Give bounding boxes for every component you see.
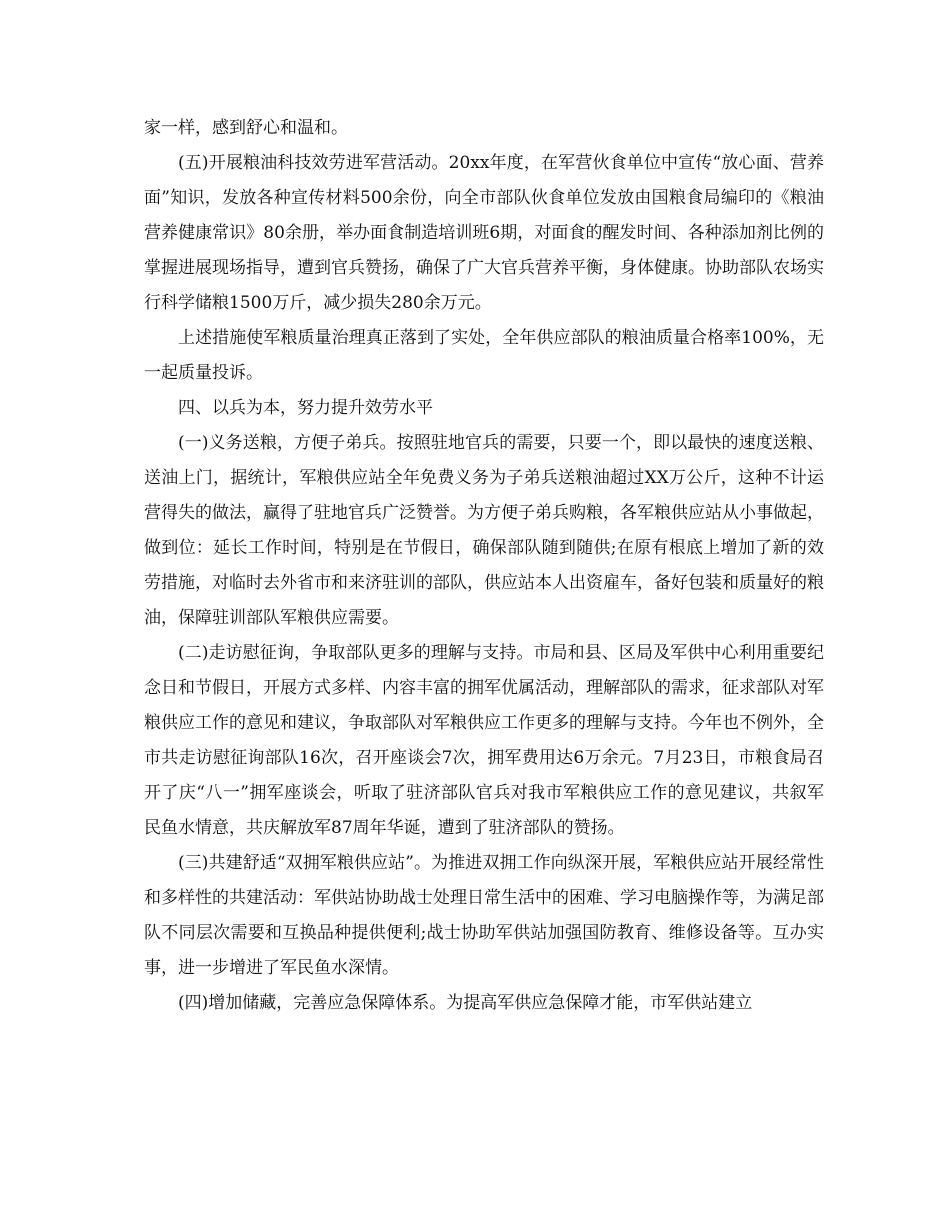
paragraph-continuation: 家一样，感到舒心和温和。 [144,118,348,138]
document-body [144,111,824,1021]
section-heading-four: 四、以兵为本，努力提升效劳水平 [178,398,433,418]
paragraph-four-reserves: (四)增加储藏，完善应急保障体系。为提高军供应急保障才能，市军供站建立 [178,993,753,1013]
paragraph-quality-summary: 上述措施使军粮质量治理真正落到了实处，全年供应部队的粮油质量合格率100%，无一起质量投诉。 [144,328,824,383]
paragraph-two-visits: (二)走访慰征询，争取部队更多的理解与支持。市局和县、区局及军供中心利用重要纪念日和节假日，开展方式多样、内容丰富的拥军优属活动，理解部队的需求，征求部队对军粮供应工作的意见和建议，争取部队对军粮供应工作更多的理解与支持。今年也不例外，全市共走访慰征询部队16次，召开座谈会7次，拥军费用达6万余元。7月23日，市粮食局召开了庆“八一”拥军座谈会，听取了驻济部队官兵对我市军粮供应工作的意见建议，共叙军民鱼水情意，共庆解放军87周年华诞，遭到了驻济部队的赞扬。 [144,643,824,838]
paragraph-three-joint-building: (三)共建舒适“双拥军粮供应站”。为推进双拥工作向纵深开展，军粮供应站开展经常性和多样性的共建活动：军供站协助战士处理日常生活中的困难、学习电脑操作等，为满足部队不同层次需要和互换品种提供便利;战士协助军供站加强国防教育、维修设备等。互办实事，进一步增进了军民鱼水深情。 [144,853,824,978]
paragraph-one-delivery: (一)义务送粮，方便子弟兵。按照驻地官兵的需要，只要一个，即以最快的速度送粮、送油上门，据统计，军粮供应站全年免费义务为子弟兵送粮油超过XX万公斤，这种不计运营得失的做法，赢得了驻地官兵广泛赞誉。为方便子弟兵购粮，各军粮供应站从小事做起，做到位：延长工作时间，特别是在节假日，确保部队随到随供;在原有根底上增加了新的效劳措施，对临时去外省市和来济驻训的部队，供应站本人出资雇车，备好包装和质量好的粮油，保障驻训部队军粮供应需要。 [144,433,824,628]
paragraph-five-grain-tech: (五)开展粮油科技效劳进军营活动。20xx年度，在军营伙食单位中宣传“放心面、营养面”知识，发放各种宣传材料500余份，向全市部队伙食单位发放由国粮食局编印的《粮油营养健康常识》80余册，举办面食制造培训班6期，对面食的醒发时间、各种添加剂比例的掌握进展现场指导，遭到官兵赞扬，确保了广大官兵营养平衡，身体健康。协助部队农场实行科学储粮1500万斤，减少损失280余万元。 [144,153,824,313]
